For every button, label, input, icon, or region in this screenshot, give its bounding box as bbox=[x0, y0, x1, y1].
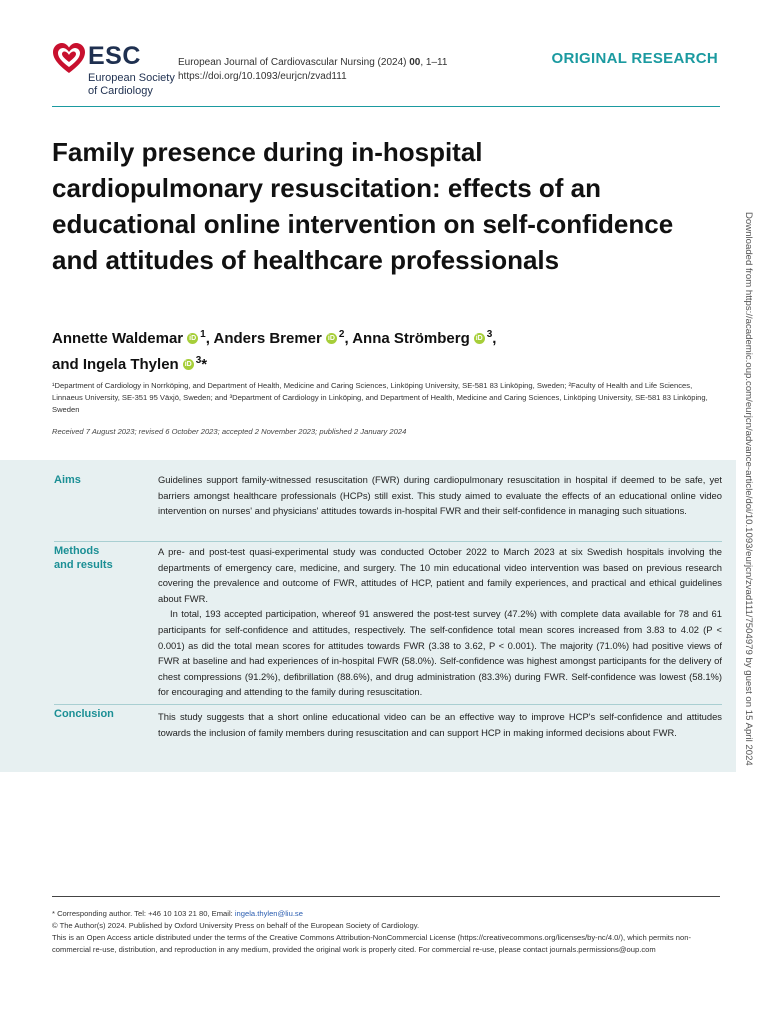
author-2: Anders Bremer iD $^2$, bbox=[213, 329, 353, 347]
email-link[interactable]: ingela.thylen@liu.se bbox=[234, 909, 303, 918]
orcid-icon[interactable]: iD bbox=[475, 334, 483, 342]
journal-name: European Journal of Cardiovascular Nursing (2024) bbox=[178, 57, 407, 68]
corresponding-author-note: * Corresponding author. Tel: +46 10 103 21 80, Email: ingela.thylen@liu.se bbox=[52, 909, 303, 918]
aims-label: Aims bbox=[54, 474, 81, 486]
methods-label: Methods and results bbox=[54, 545, 113, 571]
aims-text: Guidelines support family-witnessed resuscitation (FWR) during cardiopulmonary resuscitation in hospital if deemed to be safe, yet barriers amongst healthcare professionals (HCPs) still exist. This study aimed to evaluate the effects of an educational online video intervention on nurses' and physicians' attitudes towards in-hospital FWR and their self-confidence in managing such situations. bbox=[158, 474, 722, 517]
methods-results-text: A pre- and post-test quasi-experimental study was conducted October 2022 to March 2023 at six Swedish hospitals involving the departments of emergency care, medicine, and surgery. The 10 min educational video intervention was based on previous research covering the prevalence and outcome of FWR, attitudes of HCP, patient and family experiences, and practical and ethical guidelines about FWR. In total, 193 accepted participation, whereof 91 answered the post-test survey (47.2%) with complete data available for 78 and 61 participants for self-confidence and attitudes, respectively. The self-confidence total mean scores increased from 3.83 to 4.02 (P < 0.001) as did the total mean scores for attitudes towards FWR (3.38 to 3.62, P < 0.001). The majority (71.0%) had positive views of FWR at baseline and had experiences of in-hospital FWR (58.0%). Self-confidence was highest amongst participants for the delivery of chest compressions (91.2%), defibrillation (88.6%), and drug administration (83.3%) during FWR. Self-confidence was lowest (58.1%) for encouraging and attending to the family during resuscitation. bbox=[158, 546, 722, 698]
author-3: Anna Strömberg iD $^3$, bbox=[352, 329, 497, 347]
heart-logo-icon bbox=[52, 42, 86, 76]
logo-wordmark: ESC bbox=[88, 42, 141, 70]
article-type: ORIGINAL RESEARCH bbox=[551, 50, 718, 67]
author-4: and Ingela Thylen iD $^3$* bbox=[52, 355, 208, 373]
header-divider bbox=[52, 106, 720, 107]
section-divider bbox=[54, 541, 722, 542]
journal-pages: , 1–11 bbox=[420, 57, 448, 68]
footnote-divider bbox=[52, 896, 720, 897]
license-note: This is an Open Access article distributed under the terms of the Creative Commons Attribution-NonCommercial License (https://creativecommons.org/licenses/by-nc/4.0/), which permits non-commercial re-use, distribution, and reproduction in any medium, provided the original work is properly cited. For commercial re-use, please contact journals.permissions@oup.com bbox=[52, 933, 691, 954]
structured-abstract bbox=[0, 460, 736, 772]
esc-logo bbox=[52, 42, 175, 98]
journal-volume: 00 bbox=[409, 57, 421, 68]
received-dates: Received 7 August 2023; revised 6 October 2023; accepted 2 November 2023; published 2 January 2024 bbox=[52, 427, 407, 436]
orcid-icon[interactable]: iD bbox=[184, 360, 192, 368]
corresponding-mark: * bbox=[201, 356, 208, 373]
orcid-icon[interactable]: iD bbox=[327, 334, 335, 342]
conclusion-label: Conclusion bbox=[54, 708, 114, 720]
logo-subtitle-line2: of Cardiology bbox=[88, 85, 153, 97]
orcid-icon[interactable]: iD bbox=[189, 334, 197, 342]
affiliations: ¹Department of Cardiology in Norrköping, and Department of Health, Medicine and Caring Sciences, Linköping University, SE-581 83 Linköping, Sweden; ²Faculty of Health and Life Sciences, Linnaeus University, SE-351 95 Växjö, Sweden; and ³Department of Cardiology in Linköping, and Department of Health, Medicine and Caring Sciences, Linköping University, SE-581 83 Linköping, Sweden bbox=[52, 381, 708, 414]
author-1: Annette Waldemar iD $^1$, bbox=[52, 329, 214, 347]
copyright-note: © The Author(s) 2024. Published by Oxford University Press on behalf of the European Society of Cardiology. bbox=[52, 921, 420, 930]
journal-reference bbox=[178, 56, 447, 84]
footnotes bbox=[52, 908, 720, 956]
article-title: Family presence during in-hospital cardiopulmonary resuscitation: effects of an educational online intervention on self-confidence and attitudes of healthcare professionals bbox=[52, 137, 674, 275]
logo-subtitle-line1: European Society bbox=[88, 72, 175, 84]
conclusion-text: This study suggests that a short online educational video can be an effective way to improve HCP's self-confidence and attitudes towards the inclusion of family members during resuscitation and can support HCP in making informed decisions about FWR. bbox=[158, 711, 722, 738]
doi-link[interactable]: https://doi.org/10.1093/eurjcn/zvad111 bbox=[178, 71, 347, 82]
author-list bbox=[52, 324, 692, 376]
section-divider bbox=[54, 704, 722, 705]
download-watermark: Downloaded from https://academic.oup.com/eurjcn/advance-article/doi/10.1093/eurjcn/zvad111/7504979 by guest on 15 April 2024 bbox=[743, 212, 754, 766]
